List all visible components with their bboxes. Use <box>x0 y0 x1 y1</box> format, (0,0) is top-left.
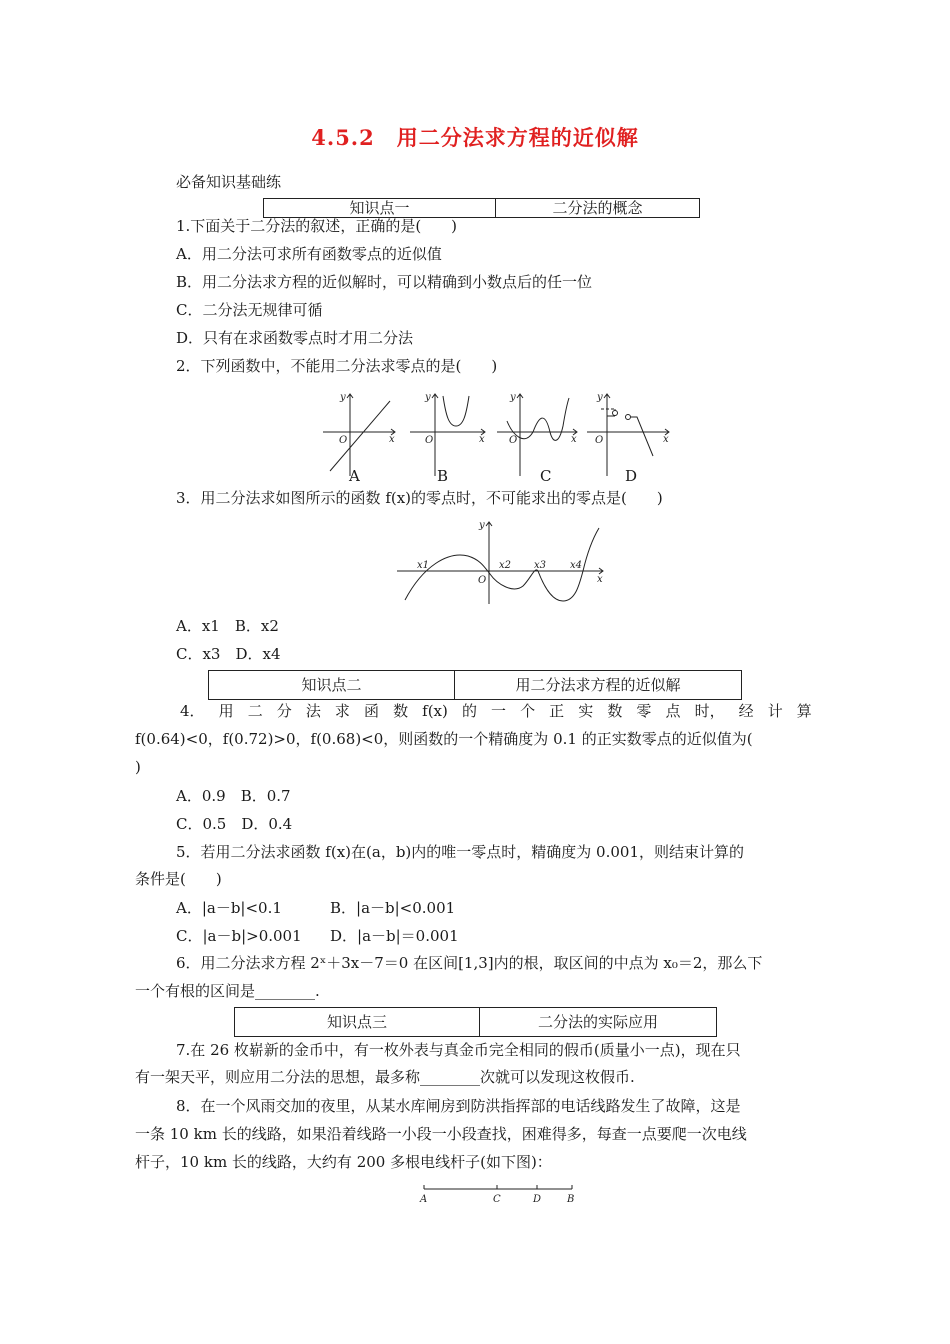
knowledge-box-1-right: 二分法的概念 <box>552 199 643 217</box>
q3-stem: 3．用二分法求如图所示的函数 f(x)的零点时，不可能求出的零点是( ) <box>176 489 663 507</box>
q7-line2: 有一架天平，则应用二分法的思想，最多称________次就可以发现这枚假币. <box>135 1068 635 1086</box>
q1-option-b: B．用二分法求方程的近似解时，可以精确到小数点后的任一位 <box>176 273 593 291</box>
q2-label-b: B <box>437 467 449 485</box>
graph-c-origin: O <box>509 435 518 446</box>
q5-option-b: B．|a－b|<0.001 <box>330 899 456 917</box>
page-title: 4.5.2 用二分法求方程的近似解 <box>311 125 639 150</box>
q1-option-c: C．二分法无规律可循 <box>176 301 323 319</box>
q2-graphs-figure <box>315 386 675 486</box>
q5-option-d: D．|a－b|＝0.001 <box>330 927 459 945</box>
graph3-x3-label: x3 <box>534 560 547 571</box>
graph3-origin: O <box>478 575 487 586</box>
q6-line2: 一个有根的区间是________. <box>135 982 320 1000</box>
graph-a-origin: O <box>339 435 348 446</box>
q5-line2: 条件是( ) <box>135 870 222 888</box>
q3-graph-figure <box>393 516 613 606</box>
q4-line1: 4． 用 二 分 法 求 函 数 f(x) 的 一 个 正 实 数 零 点 时， 经 计 算 <box>180 702 812 720</box>
graph-c-x-label: x <box>571 434 577 445</box>
q8-line3: 杆子，10 km 长的线路，大约有 200 多根电线杆子(如下图)： <box>135 1153 552 1171</box>
graph-b-x-label: x <box>479 434 485 445</box>
graph-b-y-label: y <box>425 392 431 403</box>
graph3-x1-label: x1 <box>417 560 430 571</box>
q8-line1: 8．在一个风雨交加的夜里，从某水库闸房到防洪指挥部的电话线路发生了故障，这是 <box>176 1097 741 1115</box>
graph-b-origin: O <box>425 435 434 446</box>
graph3-x2-label: x2 <box>499 560 512 571</box>
graph3-x4-label: x4 <box>570 560 583 571</box>
q2-label-c: C <box>540 467 552 485</box>
q1-option-a: A．用二分法可求所有函数零点的近似值 <box>176 245 442 263</box>
knowledge-box-2-left: 知识点二 <box>209 671 455 699</box>
q4-line3: ) <box>135 758 141 776</box>
graph3-x-label: x <box>597 574 603 585</box>
graph3-y-label: y <box>479 520 485 531</box>
q7-line1: 7.在 26 枚崭新的金币中，有一枚外表与真金币完全相同的假币(质量小一点)，现在只 <box>176 1041 741 1059</box>
knowledge-box-2-right: 用二分法求方程的近似解 <box>515 676 681 694</box>
q5-option-c: C．|a－b|>0.001 <box>176 927 302 945</box>
q6-line1: 6．用二分法求方程 2ˣ＋3x－7＝0 在区间[1,3]内的根，取区间的中点为 x₀＝2，那么下 <box>176 954 763 972</box>
q4-line2: f(0.64)<0，f(0.72)>0，f(0.68)<0，则函数的一个精确度为 0.1 的正实数零点的近似值为( <box>135 730 753 748</box>
section-heading: 必备知识基础练 <box>176 173 282 191</box>
q3-options-ab: A．x1 B．x2 <box>176 617 279 635</box>
knowledge-box-2 <box>208 670 742 700</box>
q5-option-a: A．|a－b|<0.1 <box>176 899 282 917</box>
point-b-label: B <box>567 1194 575 1205</box>
q2-label-a: A <box>349 467 360 485</box>
graph-d-y-label: y <box>597 392 603 403</box>
graph-c-y-label: y <box>510 392 516 403</box>
graph-d-x-label: x <box>663 434 669 445</box>
q2-stem: 2．下列函数中，不能用二分法求零点的是( ) <box>176 357 498 375</box>
q8-line-figure <box>415 1180 585 1206</box>
knowledge-box-3 <box>234 1007 717 1037</box>
knowledge-box-3-right: 二分法的实际应用 <box>537 1013 658 1031</box>
knowledge-box-1 <box>263 198 700 218</box>
point-c-label: C <box>493 1194 501 1205</box>
graph-a-x-label: x <box>389 434 395 445</box>
q1-stem: 1.下面关于二分法的叙述，正确的是( ) <box>176 217 458 235</box>
graph-a-y-label: y <box>340 392 346 403</box>
graph-d-origin: O <box>595 435 604 446</box>
q8-line2: 一条 10 km 长的线路，如果沿着线路一小段一小段查找，困难得多，每查一点要爬一次电线 <box>135 1125 747 1143</box>
q5-line1: 5．若用二分法求函数 f(x)在(a，b)内的唯一零点时，精确度为 0.001，则结束计算的 <box>176 843 744 861</box>
q4-options-cd: C．0.5 D．0.4 <box>176 815 293 833</box>
q1-option-d: D．只有在求函数零点时才用二分法 <box>176 329 414 347</box>
knowledge-box-1-left: 知识点一 <box>264 199 496 217</box>
point-d-label: D <box>533 1194 542 1205</box>
point-a-label: A <box>420 1194 428 1205</box>
q3-options-cd: C．x3 D．x4 <box>176 645 281 663</box>
knowledge-box-3-left: 知识点三 <box>235 1008 480 1036</box>
q2-label-d: D <box>625 467 638 485</box>
q4-options-ab: A．0.9 B．0.7 <box>176 787 291 805</box>
